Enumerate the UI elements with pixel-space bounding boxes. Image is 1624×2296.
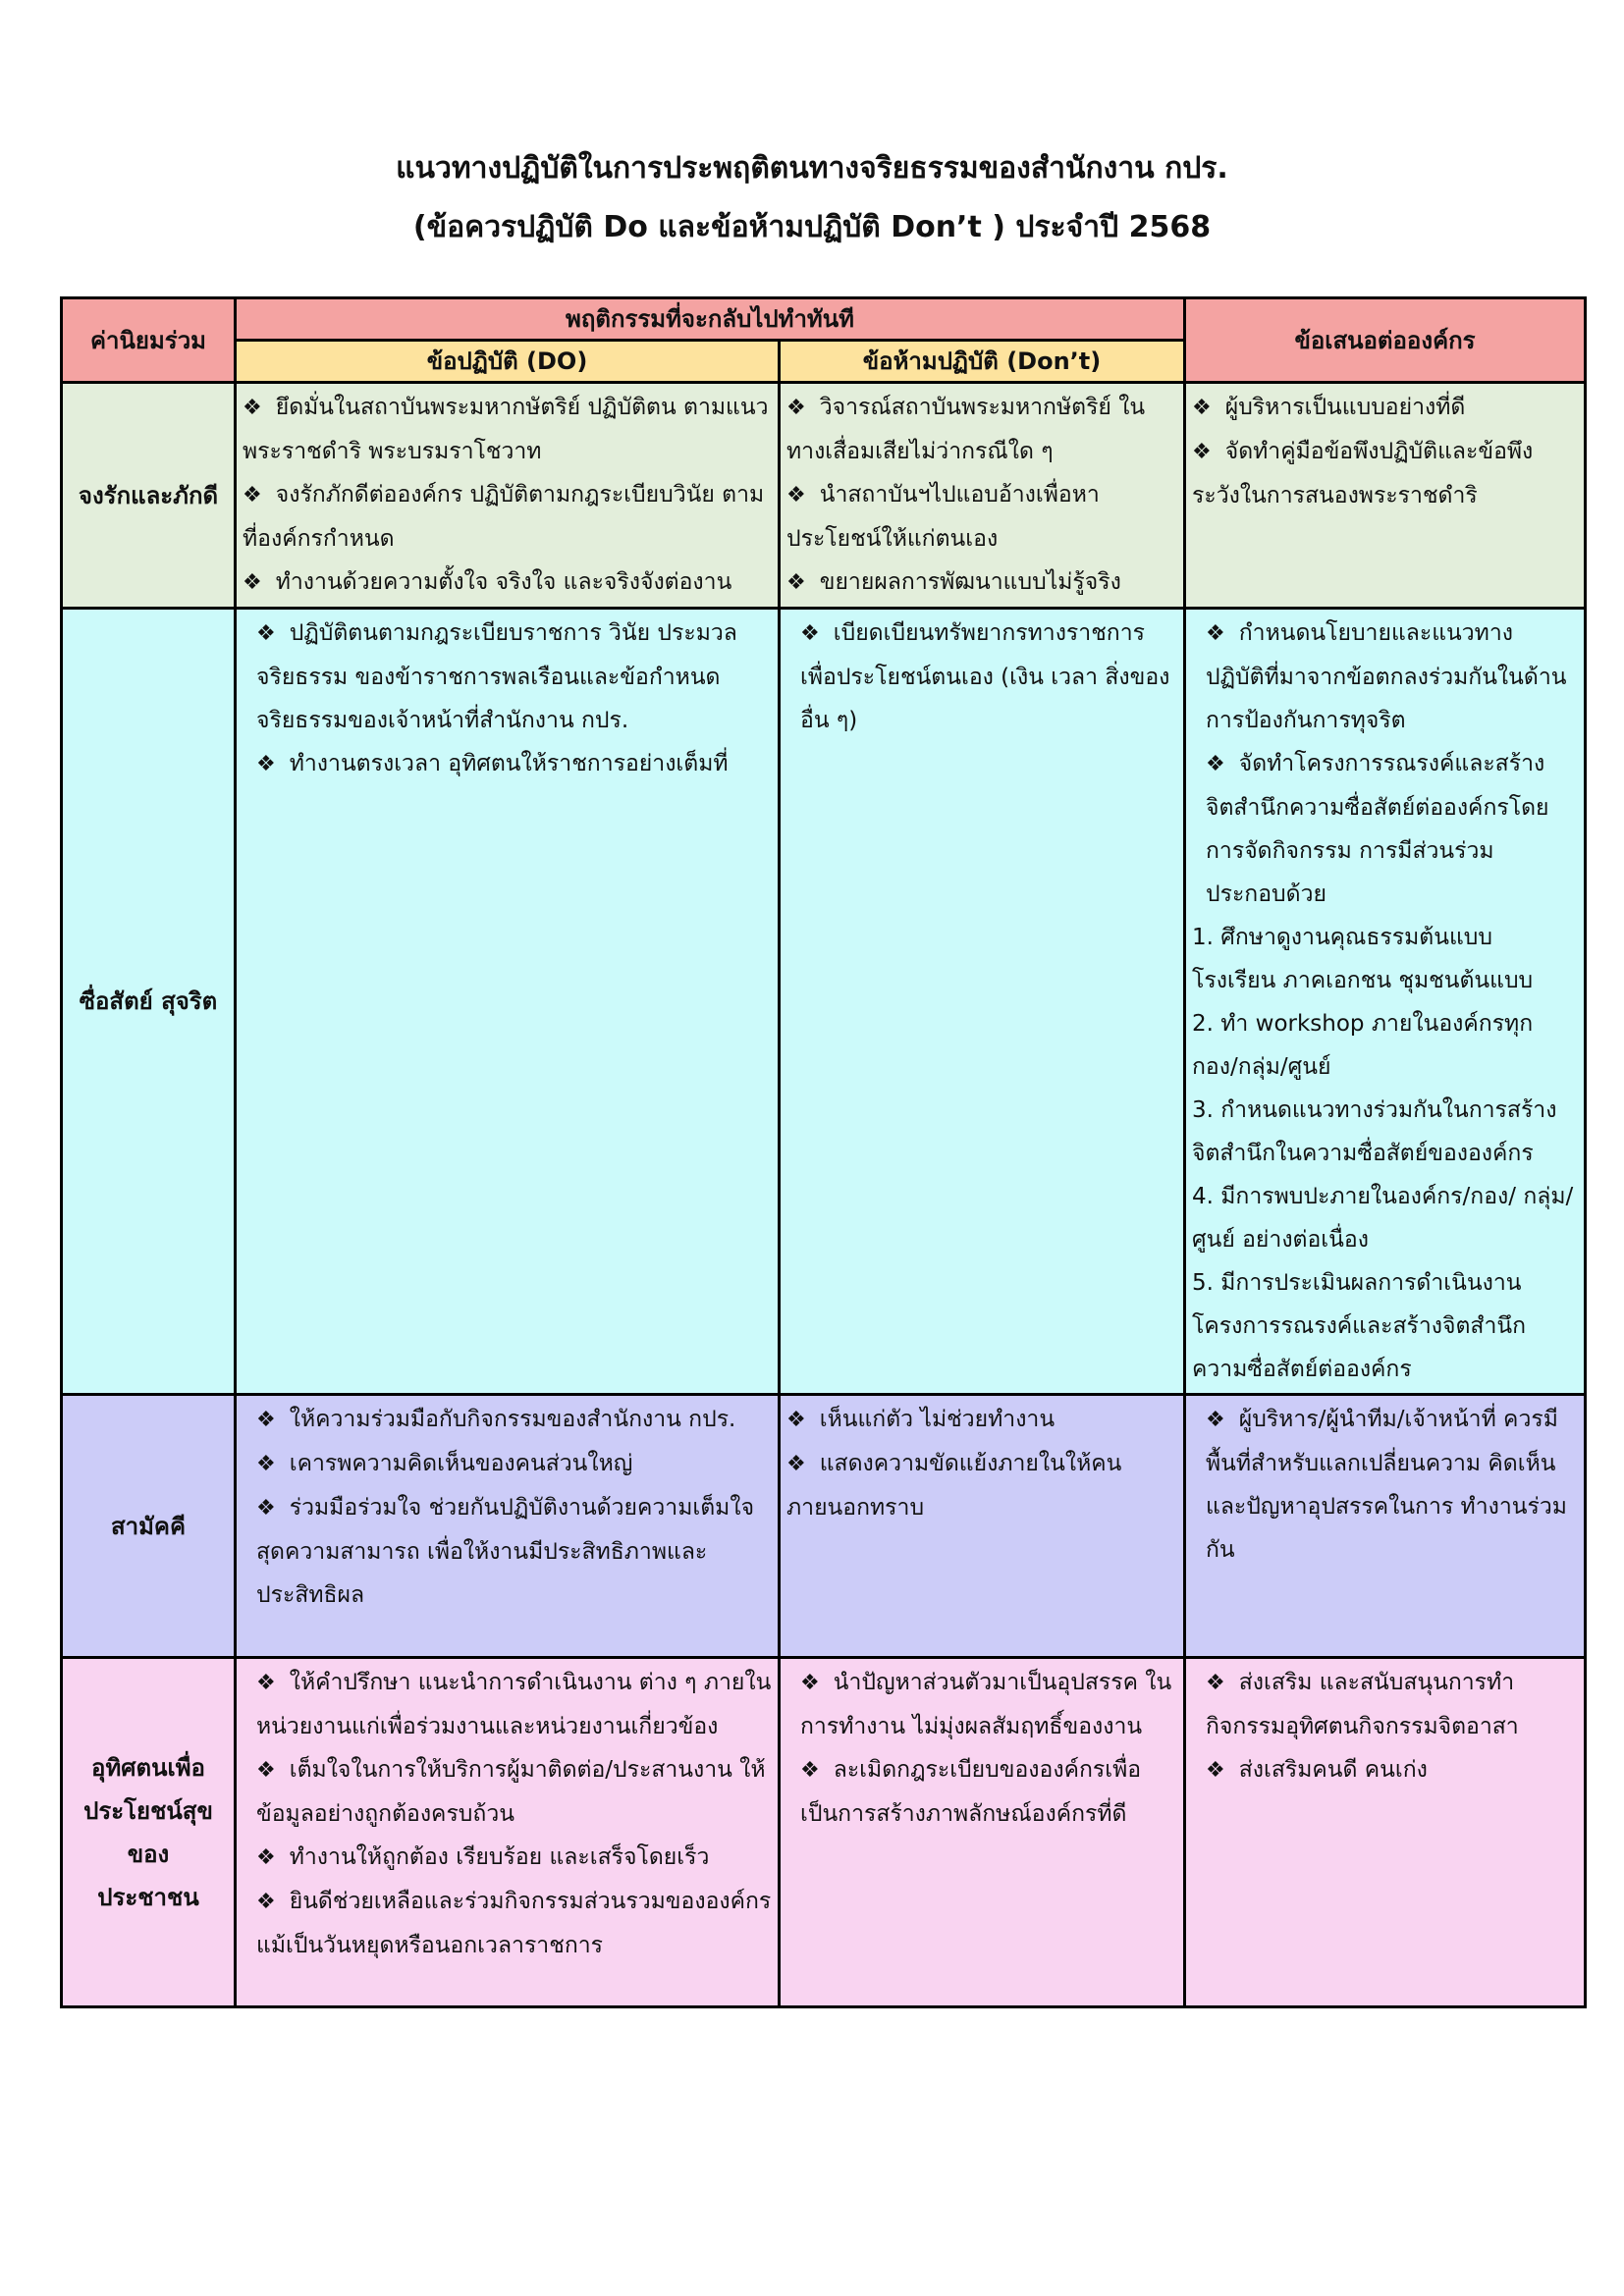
value-line: ประชาชน: [97, 1883, 199, 1911]
list-item: ❖ ส่งเสริม และสนับสนุนการทำ กิจกรรมอุทิศตนกิจกรรมจิตอาสา: [1192, 1661, 1578, 1748]
list-item: ❖ ละเมิดกฎระเบียบขององค์กรเพื่อ เป็นการสร้างภาพลักษณ์องค์กรที่ดี: [786, 1748, 1177, 1836]
document-subtitle: (ข้อควรปฏิบัติ Do และข้อห้ามปฏิบัติ Don’t ) ประจำปี 2568: [412, 210, 1212, 244]
header-do: ข้อปฏิบัติ (DO): [236, 341, 780, 383]
list-item: ❖ กำหนดนโยบายและแนวทาง ปฏิบัติที่มาจากข้อตกลงร่วมกันในด้านการป้องกันการทุจริต: [1192, 612, 1578, 742]
value-line: ประโยชน์สุข: [83, 1796, 213, 1825]
do-cell: [236, 1658, 780, 2007]
proposal-cell: [1185, 1658, 1586, 2007]
document-title: แนวทางปฏิบัติในการประพฤติตนทางจริยธรรมของสำนักงาน กปร.: [396, 151, 1228, 186]
list-item: ❖ ทำงานตรงเวลา อุทิศตนให้ราชการอย่างเต็มที่: [243, 742, 772, 786]
list-item: 1. ศึกษาดูงานคุณธรรมต้นแบบ โรงเรียน ภาคเอกชน ชุมชนต้นแบบ: [1192, 925, 1534, 993]
list-item: ❖ จัดทำคู่มือข้อพึงปฏิบัติและข้อพึง ระวังในการสนองพระราชดำริ: [1192, 430, 1578, 517]
list-item: ❖ ยินดีช่วยเหลือและร่วมกิจกรรมส่วนรวมขององค์กร แม้เป็นวันหยุดหรือนอกเวลาราชการ: [243, 1880, 772, 1967]
list-item: ❖ ทำงานด้วยความตั้งใจ จริงใจ และจริงจังต่องาน: [243, 561, 772, 605]
table-row: [62, 383, 1586, 609]
list-item: ❖ ผู้บริหารเป็นแบบอย่างที่ดี: [1192, 386, 1578, 430]
dont-cell: [780, 1658, 1185, 2007]
list-item: ❖ วิจารณ์สถาบันพระมหากษัตริย์ ในทางเสื่อมเสียไม่ว่ากรณีใด ๆ: [786, 386, 1177, 473]
list-item: ❖ นำปัญหาส่วนตัวมาเป็นอุปสรรค ในการทำงาน ไม่มุ่งผลสัมฤทธิ์ของงาน: [786, 1661, 1177, 1748]
table-row: [62, 609, 1586, 1395]
value-cell: จงรักและภักดี: [62, 383, 236, 609]
list-item: ❖ ส่งเสริมคนดี คนเก่ง: [1192, 1748, 1578, 1792]
list-item: ❖ แสดงความขัดแย้งภายในให้คน ภายนอกทราบ: [786, 1442, 1177, 1529]
dont-cell: [780, 609, 1185, 1395]
list-item: ❖ นำสถาบันฯไปแอบอ้างเพื่อหา ประโยชน์ให้แก่ตนเอง: [786, 473, 1177, 561]
list-item: ❖ เห็นแก่ตัว ไม่ช่วยทำงาน: [786, 1398, 1177, 1442]
list-item: ❖ ผู้บริหาร/ผู้นำทีม/เจ้าหน้าที่ ควรมีพื้นที่สำหรับแลกเปลี่ยนความ คิดเห็น และปัญหาอุปสรรคในการ ทำงานร่วมกัน: [1192, 1398, 1578, 1572]
value-cell: [62, 1658, 236, 2007]
value-line: ของ: [127, 1840, 170, 1868]
ethics-table: [60, 296, 1587, 2008]
list-item: ❖ ให้คำปรึกษา แนะนำการดำเนินงาน ต่าง ๆ ภายในหน่วยงานแก่เพื่อร่วมงานและหน่วยงานเกี่ยวข้อง: [243, 1661, 772, 1748]
proposal-cell: [1185, 1395, 1586, 1658]
value-cell: ซื่อสัตย์ สุจริต: [62, 609, 236, 1395]
dont-cell: [780, 1395, 1185, 1658]
do-cell: [236, 1395, 780, 1658]
do-cell: [236, 383, 780, 609]
value-cell: สามัคคี: [62, 1395, 236, 1658]
header-dont: ข้อห้ามปฏิบัติ (Don’t): [780, 341, 1185, 383]
list-item: ❖ ทำงานให้ถูกต้อง เรียบร้อย และเสร็จโดยเร็ว: [243, 1836, 772, 1880]
proposal-cell: [1185, 383, 1586, 609]
list-item: ❖ ร่วมมือร่วมใจ ช่วยกันปฏิบัติงานด้วยความเต็มใจสุดความสามารถ เพื่อให้งานมีประสิทธิภาพและประสิทธิผล: [243, 1486, 772, 1617]
list-item: 5. มีการประเมินผลการดำเนินงาน โครงการรณรงค์และสร้างจิตสำนึก ความซื่อสัตย์ต่อองค์กร: [1192, 1270, 1527, 1382]
list-item: ❖ เต็มใจในการให้บริการผู้มาติดต่อ/ประสานงาน ให้ข้อมูลอย่างถูกต้องครบถ้วน: [243, 1748, 772, 1836]
list-item: ❖ จัดทำโครงการรณรงค์และสร้าง จิตสำนึกความซื่อสัตย์ต่อองค์กรโดย การจัดกิจกรรม การมีส่วนร่วม ประกอบด้วย: [1192, 742, 1578, 916]
list-item: 3. กำหนดแนวทางร่วมกันในการสร้าง จิตสำนึกในความซื่อสัตย์ขององค์กร: [1192, 1097, 1557, 1166]
list-item: ❖ จงรักภักดีต่อองค์กร ปฏิบัติตามกฎระเบียบวินัย ตามที่องค์กรกำหนด: [243, 473, 772, 561]
list-item: ❖ ขยายผลการพัฒนาแบบไม่รู้จริง: [786, 561, 1177, 605]
list-item: ❖ เบียดเบียนทรัพยากรทางราชการ เพื่อประโยชน์ตนเอง (เงิน เวลา สิ่งของ อื่น ๆ): [786, 612, 1177, 742]
header-values: ค่านิยมร่วม: [62, 298, 236, 383]
list-item: 4. มีการพบปะภายในองค์กร/กอง/ กลุ่ม/ศูนย์ อย่างต่อเนื่อง: [1192, 1184, 1574, 1253]
list-item: ❖ ให้ความร่วมมือกับกิจกรรมของสำนักงาน กปร.: [243, 1398, 772, 1442]
value-line: อุทิศตนเพื่อ: [91, 1753, 205, 1782]
header-behavior-group: พฤติกรรมที่จะกลับไปทำทันที: [236, 298, 1185, 341]
header-proposal: ข้อเสนอต่อองค์กร: [1185, 298, 1586, 383]
table-row: [62, 1658, 1586, 2007]
table-row: [62, 1395, 1586, 1658]
list-item: ❖ ปฏิบัติตนตามกฎระเบียบราชการ วินัย ประมวลจริยธรรม ของข้าราชการพลเรือนและข้อกำหนดจริยธรรมของเจ้าหน้าที่สำนักงาน กปร.: [243, 612, 772, 742]
dont-cell: [780, 383, 1185, 609]
list-item: 2. ทำ workshop ภายในองค์กรทุก กอง/กลุ่ม/ศูนย์: [1192, 1011, 1534, 1080]
do-cell: [236, 609, 780, 1395]
list-item: ❖ เคารพความคิดเห็นของคนส่วนใหญ่: [243, 1442, 772, 1486]
proposal-cell: [1185, 609, 1586, 1395]
list-item: ❖ ยึดมั่นในสถาบันพระมหากษัตริย์ ปฏิบัติตน ตามแนวพระราชดำริ พระบรมราโชวาท: [243, 386, 772, 473]
